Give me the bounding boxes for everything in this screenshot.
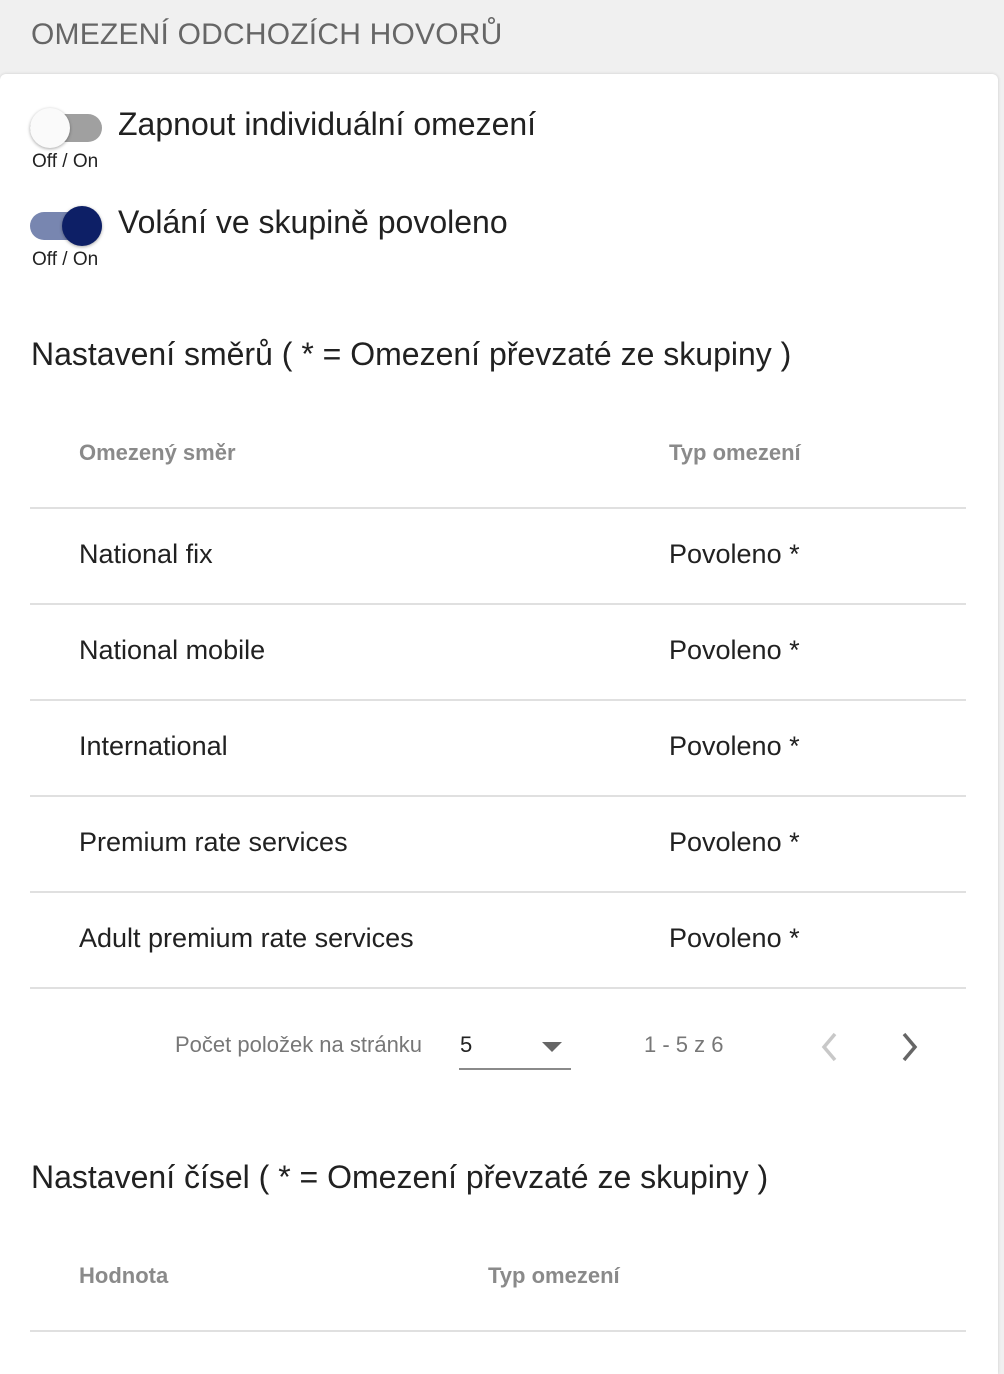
column-header-type[interactable]: Typ omezení [669,440,801,465]
group-calls-label: Volání ve skupině povoleno [118,204,508,240]
direction-cell: Premium rate services [79,827,348,857]
items-per-page-value: 5 [460,1032,473,1057]
individual-restriction-label: Zapnout individuální omezení [118,106,537,142]
chevron-down-icon [542,1042,562,1052]
previous-page-icon[interactable] [817,1030,843,1064]
column-header-direction[interactable]: Omezený směr [79,440,236,465]
direction-cell: International [79,731,228,761]
page-title: OMEZENÍ ODCHOZÍCH HOVORŮ [31,18,503,51]
type-cell: Povoleno * [669,827,800,857]
column-header-value[interactable]: Hodnota [79,1263,169,1288]
toggle-knob [62,206,102,246]
individual-restriction-toggle[interactable] [30,104,102,144]
items-per-page-label: Počet položek na stránku [175,1032,423,1057]
divider [30,987,966,989]
numbers-section-title: Nastavení čísel ( * = Omezení převzaté ze skupiny ) [31,1159,769,1195]
toggle-knob [30,108,70,148]
page-range: 1 - 5 z 6 [644,1032,724,1057]
divider [30,699,966,701]
type-cell: Povoleno * [669,539,800,569]
type-cell: Povoleno * [669,635,800,665]
type-cell: Povoleno * [669,731,800,761]
divider [30,795,966,797]
direction-cell: National mobile [79,635,266,665]
divider [30,507,966,509]
column-header-type[interactable]: Typ omezení [488,1263,620,1288]
toggle-state-label: Off / On [32,151,99,172]
type-cell: Povoleno * [669,923,800,953]
group-calls-toggle[interactable] [30,202,102,242]
outgoing-calls-card [0,74,998,1374]
direction-cell: Adult premium rate services [79,923,414,953]
direction-cell: National fix [79,539,213,569]
next-page-icon[interactable] [897,1030,923,1064]
divider [30,1330,966,1332]
divider [30,891,966,893]
toggle-state-label: Off / On [32,249,99,270]
directions-section-title: Nastavení směrů ( * = Omezení převzaté ze skupiny ) [31,336,792,372]
items-per-page-select[interactable] [459,1028,571,1070]
divider [30,603,966,605]
